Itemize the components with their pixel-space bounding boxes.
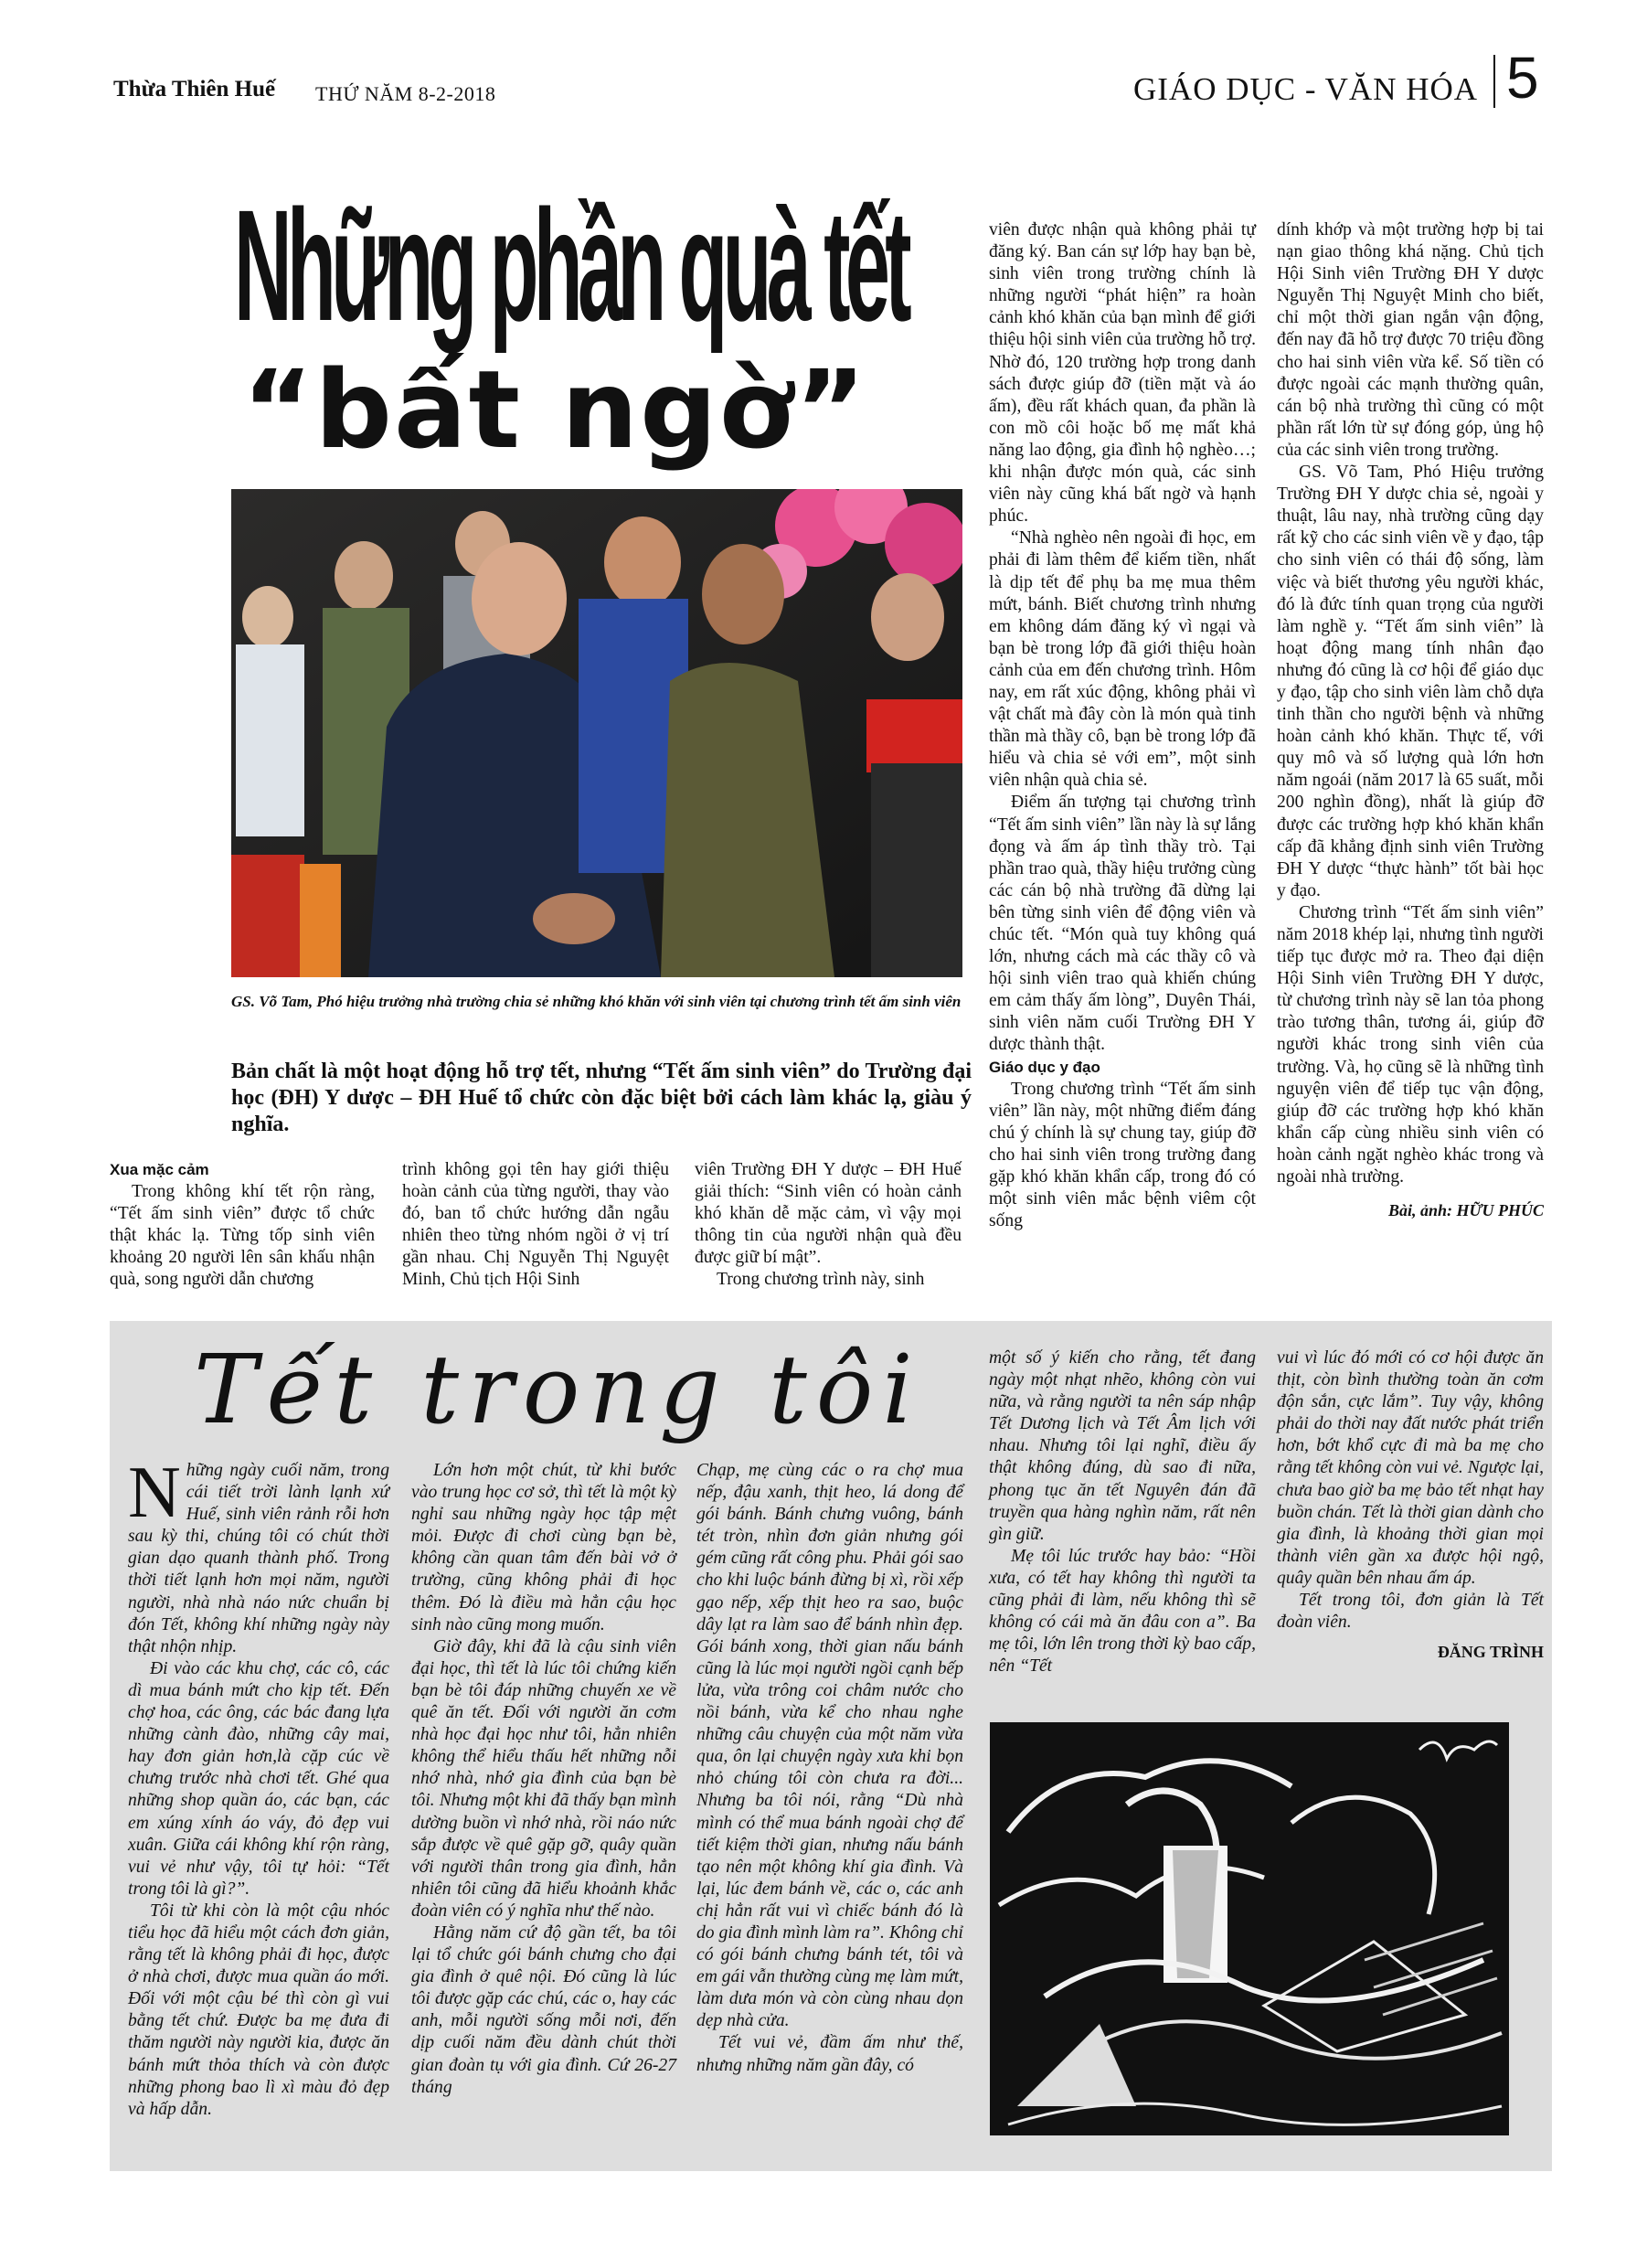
paragraph: Trong chương trình này, sinh <box>717 1270 925 1290</box>
paragraph: Tết trong tôi, đơn giản là Tết đoàn viên. <box>1277 1591 1544 1633</box>
article1-column-3 <box>695 1159 962 1292</box>
paragraph: Chạp, mẹ cùng các o ra chợ mua nếp, đậu xanh, thịt heo, lá dong để gói bánh. Bánh chưng vuông, bánh tét tròn, nhìn đơn giản nhưng gói gém cũng rất công phu. Phải gói sao cho khi luộc bánh đừng bị xì, rồi xếp gạo nếp, xếp thịt heo ra sao, buộc dây lạt ra làm sao để bánh nhìn đẹp. Gói bánh xong, thời gian nấu bánh cũng là lúc mọi người ngồi cạnh bếp lửa, vừa trông coi châm nước cho nồi bánh, vừa kể cho nhau nghe những câu chuyện của một năm vừa qua, ôn lại chuyện ngày xưa khi bọn nhỏ chúng tôi còn chưa ra đời... Nhưng ba tôi nói, rằng “Dù nhà mình có thể mua bánh ngoài chợ để tiết kiệm thời gian, nhưng nấu bánh tạo nên một không khí gia đình. Và lại, lúc đem bánh về, các o, các anh chị hẳn rất vui vì chiếc bánh đó là do gia đình mình làm ra”. Không chỉ có gói bánh chưng bánh tét, tôi và em gái vẫn thường cùng mẹ làm mứt, làm dưa món và còn cùng nhau dọn dẹp nhà cửa. <box>696 1461 963 2031</box>
issue-date: THỨ NĂM 8-2-2018 <box>315 82 496 105</box>
subhead-xua-mac-cam: Xua mặc cảm <box>110 1161 209 1178</box>
paragraph: “Nhà nghèo nên ngoài đi học, em phải đi làm thêm để kiếm tiền, nhất là dịp tết để phụ ba mẹ mua thêm mứt, bánh. Biết chương trình nhưng em không dám đăng ký vì ngại và bạn bè trong lớp đã giới thiệu hoàn cảnh của em đến chương trình. Hôm nay, em rất xúc động, không phải vì vật chất mà đây còn là món quà tinh thần mà thầy cô, bạn bè trong lớp đã hiểu và chia sẻ với em”, một sinh viên nhận quà chia sẻ. <box>989 528 1256 791</box>
paragraph: Điểm ấn tượng tại chương trình “Tết ấm sinh viên” lần này là sự lắng đọng và ấm áp tình thầy trò. Tại phần trao quà, thầy hiệu trưởng cùng các cán bộ nhà trường đã dừng lại bên từng sinh viên để động viên và chúc tết. “Món quà tuy không quá lớn, nhưng cách mà các thầy cô và hội sinh viên trao quà khiến chúng em cảm thấy ấm lòng”, Duyên Thái, sinh viên năm cuối Trường ĐH Y dược thành thật. <box>989 793 1256 1055</box>
article1-column-1 <box>110 1159 375 1292</box>
woodcut-illustration <box>990 1722 1509 2135</box>
header-divider <box>1493 55 1495 108</box>
subhead-giao-duc-y-dao: Giáo dục y đạo <box>989 1058 1100 1076</box>
article-photo <box>231 489 962 977</box>
paragraph: Tết vui vẻ, đầm ấm như thế, nhưng những năm gần đây, có <box>696 2033 963 2075</box>
byline-author: HỮU PHÚC <box>1456 1201 1544 1220</box>
article1-byline <box>1277 1199 1544 1221</box>
article1-column-2 <box>402 1159 669 1292</box>
section-title: GIÁO DỤC - VĂN HÓA <box>1133 71 1479 107</box>
headline-line-1: Những phần quà tết <box>234 176 908 355</box>
paragraph: trình không gọi tên hay giới thiệu hoàn cảnh của từng người, thay vào đó, ban tổ chức hướng dẫn ngẫu nhiên theo từng nhóm ngồi ở vị trí gần nhau. Chị Nguyễn Thị Nguyệt Minh, Chủ tịch Hội Sinh <box>402 1160 669 1290</box>
feature-column-4 <box>989 1347 1256 1677</box>
feature-author: ĐĂNG TRÌNH <box>1437 1643 1544 1662</box>
feature-column-5 <box>1277 1347 1544 1663</box>
paragraph: Trong chương trình “Tết ấm sinh viên” lần này, một những điểm đáng chú ý chính là sự chung tay, giúp đỡ cho hai sinh viên trong trường đang gặp khó khăn khẩn cấp, trong đó có một sinh viên mắc bệnh viêm cột sống <box>989 1079 1256 1231</box>
paragraph: Giờ đây, khi đã là cậu sinh viên đại học, thì tết là lúc tôi chứng kiến bạn bè tôi đáp những chuyến xe về quê ăn tết. Đối với người ăn cơm nhà học đại học như tôi, hẳn nhiên không thể hiểu thấu hết những nỗi nhớ nhà, nhớ gia đình của bạn bè tôi. Nhưng một khi đã thấy bạn mình dường buồn vì nhớ nhà, rồi náo nức sắp được về quê gặp gỡ, quây quần với người thân trong gia đình, hẳn nhiên tôi cũng đã hiểu khoảnh khắc đoàn viên có ý nghĩa như thế nào. <box>411 1636 676 1921</box>
photo-caption: GS. Võ Tam, Phó hiệu trưởng nhà trường chia sẻ những khó khăn với sinh viên tại chương trình tết ấm sinh viên <box>231 993 962 1010</box>
paragraph: viên Trường ĐH Y dược – ĐH Huế giải thích: “Sinh viên có hoàn cảnh khó khăn dễ mặc cảm, vì vậy mọi thông tin của người nhận quà đều được giữ bí mật”. <box>695 1160 962 1268</box>
article1-column-5 <box>1277 219 1544 1221</box>
paragraph-text: hững ngày cuối năm, trong cái tiết trời lành lạnh xứ Huế, sinh viên rảnh rỗi hơn sau kỳ thi, chúng tôi có chút thời gian dạo quanh thành phố. Trong thời tiết lạnh hơn mọi năm, người người, nhà nhà náo nức chuẩn bị đón Tết, không khí những ngày này thật nhộn nhịp. <box>128 1461 389 1656</box>
paragraph: GS. Võ Tam, Phó Hiệu trưởng Trường ĐH Y dược chia sẻ, ngoài y thuật, lâu nay, nhà trường cũng dạy rất kỹ cho các sinh viên về y đạo, tập cho sinh viên có thái độ sống, làm việc và biết thương yêu người khác, đó là đức tính quan trọng của người làm nghề y. “Tết ấm sinh viên” là hoạt động mang tính nhân đạo nhưng đó cũng là cơ hội để giáo dục y đạo, tập cho sinh viên làm chỗ dựa tinh thần cho người bệnh và những hoàn cảnh khó khăn. Thực tế, với quy mô và số lượng quà lớn hơn năm ngoái (năm 2017 là 65 suất, mỗi 200 nghìn đồng), nhất là giúp đỡ được các trường hợp khó khăn khẩn cấp đã khẳng định sinh viên Trường ĐH Y dược “thực hành” tốt bài học y đạo. <box>1277 463 1544 900</box>
paragraph: Tôi từ khi còn là một cậu nhóc tiểu học đã hiểu một cách đơn giản, rằng tết là không phải đi học, được ở nhà chơi, được mua quần áo mới. Đối với một cậu bé thì còn gì vui bằng tết chứ. Được ba mẹ đưa đi thăm người này người kia, được ăn bánh mứt thỏa thích và còn được những phong bao lì xì màu đỏ đẹp và hấp dẫn. <box>128 1901 389 2119</box>
paragraph: Hằng năm cứ độ gần tết, ba tôi lại tổ chức gói bánh chưng cho đại gia đình ở quê nội. Đó cũng là lúc tôi được gặp các chú, các o, hay các anh, mỗi người sống mỗi nơi, đến dịp cuối năm đều dành chút thời gian đoàn tụ với gia đình. Cứ 26-27 tháng <box>411 1922 676 2097</box>
paragraph: dính khớp và một trường hợp bị tai nạn giao thông khá nặng. Chủ tịch Hội Sinh viên Trường ĐH Y dược Nguyễn Thị Nguyệt Minh cho biết, chỉ một thời gian ngắn vận động, đến nay đã hỗ trợ được 70 triệu đồng cho hai sinh viên vừa kể. Số tiền có được ngoài các mạnh thường quân, cán bộ nhà trường thì cũng có một phần rất lớn từ sự đóng góp, ủng hộ của các sinh viên trong trường. <box>1277 220 1544 460</box>
drop-cap: N <box>128 1453 181 1533</box>
headline-line-2: “bất ngờ” <box>242 346 868 473</box>
paragraph: Chương trình “Tết ấm sinh viên” năm 2018 khép lại, nhưng tình người tiếp tục được mở ra. Theo đại diện Hội Sinh viên Trường ĐH Y dược, từ chương trình này sẽ lan tỏa phong trào tương thân, tương ái, giúp đỡ người khác trong sinh viên của trường. Và, họ cũng sẽ là những tình nguyện viên để tiếp tục vận động, giúp đỡ các trường hợp khó khăn khẩn cấp cùng nhiều sinh viên có hoàn cảnh ngặt nghèo khác trong và ngoài nhà trường. <box>1277 902 1544 1187</box>
paragraph: một số ý kiến cho rằng, tết đang ngày một nhạt nhẽo, không còn vui nữa, và rằng người ta nên sáp nhập Tết Dương lịch và Tết Âm lịch với nhau. Nhưng tôi lại nghĩ, điều ấy thật không đúng, dù sao đi nữa, phong tục ăn tết Nguyên đán đã truyền qua hàng nghìn năm, rất nên gìn giữ. <box>989 1348 1256 1544</box>
paragraph: vui vì lúc đó mới có cơ hội được ăn thịt, còn bình thường toàn ăn cơm độn sắn, cực lắm”. Tuy vậy, không phải do thời nay đất nước phát triển hơn, bớt khổ cực đi mà ba mẹ cho rằng tết không còn vui vẻ. Ngược lại, chưa bao giờ ba mẹ bảo tết nhạt hay buồn chán. Tết là thời gian dành cho gia đình, là khoảng thời gian mọi thành viên gần xa được hội ngộ, quây quần bên nhau ấm áp. <box>1277 1348 1544 1588</box>
paragraph <box>128 1453 389 1658</box>
feature-title: Tết trong tôi <box>194 1334 922 1445</box>
paragraph: viên được nhận quà không phải tự đăng ký. Ban cán sự lớp hay bạn bè, sinh viên trong trường chính là những người “phát hiện” ra hoàn cảnh khó khăn của bạn mình để giới thiệu hội sinh viên của trường hỗ trợ. Nhờ đó, 120 trường hợp trong danh sách được giúp đỡ (tiền mặt và áo ấm), đều rất khách quan, đa phần là con mồ côi hoặc bố mẹ mất khả năng lao động, gia đình hộ nghèo…; khi nhận được món quà, các sinh viên này cũng khá bất ngờ và hạnh phúc. <box>989 220 1256 527</box>
feature-column-3 <box>696 1460 963 2077</box>
article-lead: Bản chất là một hoạt động hỗ trợ tết, nhưng “Tết ấm sinh viên” do Trường đại học (ĐH) Y dược – ĐH Huế tổ chức còn đặc biệt bởi cách làm khác lạ, giàu ý nghĩa. <box>231 1059 972 1136</box>
paragraph: Lớn hơn một chút, từ khi bước vào trung học cơ sở, thì tết là một kỳ nghỉ sau những ngày học tập mệt mỏi. Được đi chơi cùng bạn bè, không cần quan tâm đến bài vở ở trường, cũng không phải đi học thêm. Đó là điều mà hẳn cậu học sinh nào cũng mong muốn. <box>411 1461 676 1634</box>
paragraph: Trong không khí tết rộn ràng, “Tết ấm sinh viên” được tổ chức thật khác lạ. Từng tốp sinh viên khoảng 20 người lên sân khấu nhận quà, song người dẫn chương <box>110 1182 375 1290</box>
byline-label: Bài, ảnh: <box>1388 1201 1453 1220</box>
feature-column-1 <box>128 1453 389 2121</box>
newspaper-name: Thừa Thiên Huế <box>113 77 276 101</box>
page-number: 5 <box>1506 45 1539 111</box>
feature-column-2 <box>411 1460 676 2099</box>
article1-column-4 <box>989 219 1256 1232</box>
paragraph: Đi vào các khu chợ, các cô, các dì mua bánh mứt cho kịp tết. Đến chợ hoa, các ông, các bác đang lựa những cành đào, những cây mai, hay đơn giản hơn,là cặp cúc về chưng trước nhà chơi tết. Ghé qua những shop quần áo, các bạn, các em xúng xính áo váy, đỏ đẹp vui xuân. Giữa cái không khí rộn ràng, vui vẻ như vậy, tôi tự hỏi: “Tết trong tôi là gì?”. <box>128 1658 389 1899</box>
paragraph: Mẹ tôi lúc trước hay bảo: “Hồi xưa, có tết hay không thì người ta cũng phải đi làm, nếu không thì sẽ không có cái mà ăn đâu con a”. Ba mẹ tôi, lớn lên trong thời kỳ bao cấp, nên “Tết <box>989 1546 1256 1677</box>
